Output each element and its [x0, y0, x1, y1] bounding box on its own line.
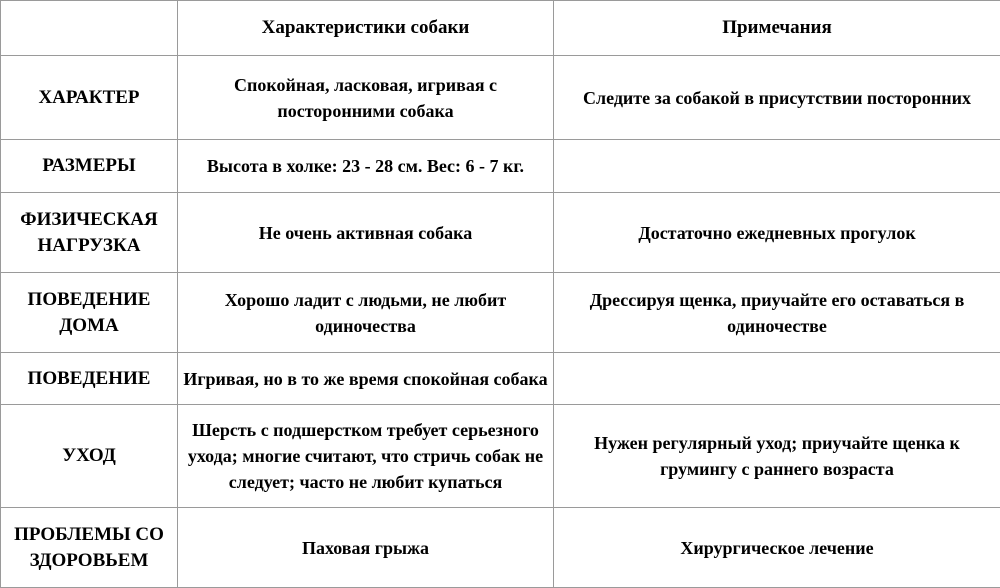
row-label: УХОД [1, 405, 178, 508]
header-corner-cell [1, 1, 178, 56]
characteristics-cell: Игривая, но в то же время спокойная собака [178, 353, 554, 405]
column-header-characteristics: Характеристики собаки [178, 1, 554, 56]
table-row [1, 273, 1000, 353]
row-label: ПОВЕДЕНИЕ ДОМА [1, 273, 178, 353]
notes-cell: Нужен регулярный уход; приучайте щенка к грумингу с раннего возраста [554, 405, 1000, 508]
table-row [1, 508, 1000, 588]
row-label: ХАРАКТЕР [1, 56, 178, 140]
notes-cell [554, 140, 1000, 193]
table-row [1, 193, 1000, 273]
notes-cell: Хирургическое лечение [554, 508, 1000, 588]
table-row [1, 353, 1000, 405]
notes-cell: Достаточно ежедневных прогулок [554, 193, 1000, 273]
column-header-notes: Примечания [554, 1, 1000, 56]
table-row [1, 405, 1000, 508]
characteristics-cell: Не очень активная собака [178, 193, 554, 273]
characteristics-cell: Высота в холке: 23 - 28 см. Вес: 6 - 7 кг. [178, 140, 554, 193]
characteristics-cell: Спокойная, ласковая, игривая с посторонними собака [178, 56, 554, 140]
notes-cell: Дрессируя щенка, приучайте его оставаться в одиночестве [554, 273, 1000, 353]
table-row [1, 56, 1000, 140]
table-header-row [1, 1, 1000, 56]
table-row [1, 140, 1000, 193]
characteristics-cell: Паховая грыжа [178, 508, 554, 588]
characteristics-cell: Шерсть с подшерстком требует серьезного ухода; многие считают, что стричь собак не следует; часто не любит купаться [178, 405, 554, 508]
row-label: ФИЗИЧЕСКАЯ НАГРУЗКА [1, 193, 178, 273]
row-label: ПРОБЛЕМЫ СО ЗДОРОВЬЕМ [1, 508, 178, 588]
notes-cell: Следите за собакой в присутствии посторонних [554, 56, 1000, 140]
notes-cell [554, 353, 1000, 405]
row-label: РАЗМЕРЫ [1, 140, 178, 193]
characteristics-cell: Хорошо ладит с людьми, не любит одиночества [178, 273, 554, 353]
row-label: ПОВЕДЕНИЕ [1, 353, 178, 405]
